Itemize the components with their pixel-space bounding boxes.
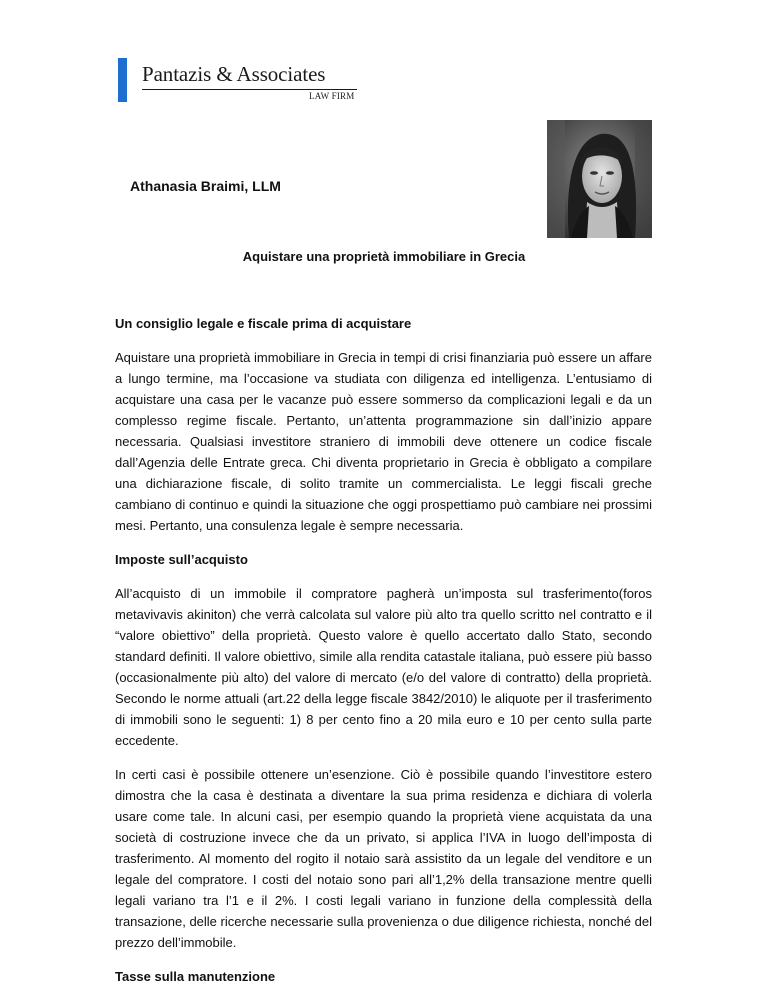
document-body [115, 313, 652, 1000]
section-heading: Tasse sulla manutenzione [115, 969, 276, 984]
body-paragraph: In certi casi è possibile ottenere un’esenzione. Ciò è possibile quando l’investitore estero dimostra che la casa è destinata a diventare la sua prima residenza e dichiara di volerla usare come tale. In alcuni casi, per esempio quando la proprietà viene acquistata da una società di costruzione invece che da un privato, si applica l’IVA in luogo dell’imposta di trasferimento. Al momento del rogito il notaio sarà assistito da un legale del venditore e un legale del compratore. I costi del notaio sono pari all’1,2% della transazione mentre quelli legali variano tra l’1 e il 2%. I costi legali variano in funzione della complessità della transazione, delle ricerche necessarie sulla provenienza o due diligence richiesta, nonché del prezzo dell’immobile. [115, 767, 652, 950]
firm-name: Pantazis & Associates [142, 62, 326, 86]
logo-divider [142, 89, 357, 90]
author-name: Athanasia Braimi, LLM [130, 178, 281, 194]
section-heading: Un consiglio legale e fiscale prima di acquistare [115, 316, 412, 331]
body-paragraph: Aquistare una proprietà immobiliare in Grecia in tempi di crisi finanziaria può essere un affare a lungo termine, ma l’occasione va studiata con diligenza ed intelligenza. L’entusiamo di acquistare una casa per le vacanze può essere sommerso da complicazioni legali e da un complesso regime fiscale. Pertanto, un’attenta programmazione sin dall’inizio appare necessaria. Qualsiasi investitore straniero di immobili deve ottenere un codice fiscale dall’Agenzia delle Entrate greca. Chi diventa proprietario in Grecia è obbligato a compilare una dichiarazione fiscale, di solito tramite un commercialista. Le leggi fiscali greche cambiano di continuo e quindi la situazione che oggi prospettiamo può cambiare nei prossimi mesi. Pertanto, una consulenza legale è sempre necessaria. [115, 350, 652, 533]
author-photo [547, 120, 652, 238]
section-heading: Imposte sull’acquisto [115, 552, 248, 567]
author-portrait-image [547, 120, 652, 238]
firm-subtitle: LAW FIRM [309, 91, 355, 101]
body-paragraph: All’acquisto di un immobile il compratore pagherà un’imposta sul trasferimento(foros metavivavis akiniton) che verrà calcolata sul valore più alto tra quello scritto nel contratto e il “valore obiettivo” della proprietà. Questo valore è quello accertato dallo Stato, secondo standard definiti. Il valore obiettivo, simile alla rendita catastale italiana, può essere più basso (occasionalmente più alto) del valore di mercato (e/o del valore di contratto) della proprietà. Secondo le norme attuali (art.22 della legge fiscale 3842/2010) le aliquote per il trasferimento di immobili sono le seguenti: 1) 8 per cento fino a 20 mila euro e 10 per cento sulla parte eccedente. [115, 586, 652, 748]
document-title: Aquistare una proprietà immobiliare in Grecia [242, 249, 526, 264]
logo-accent-bar [118, 58, 127, 102]
